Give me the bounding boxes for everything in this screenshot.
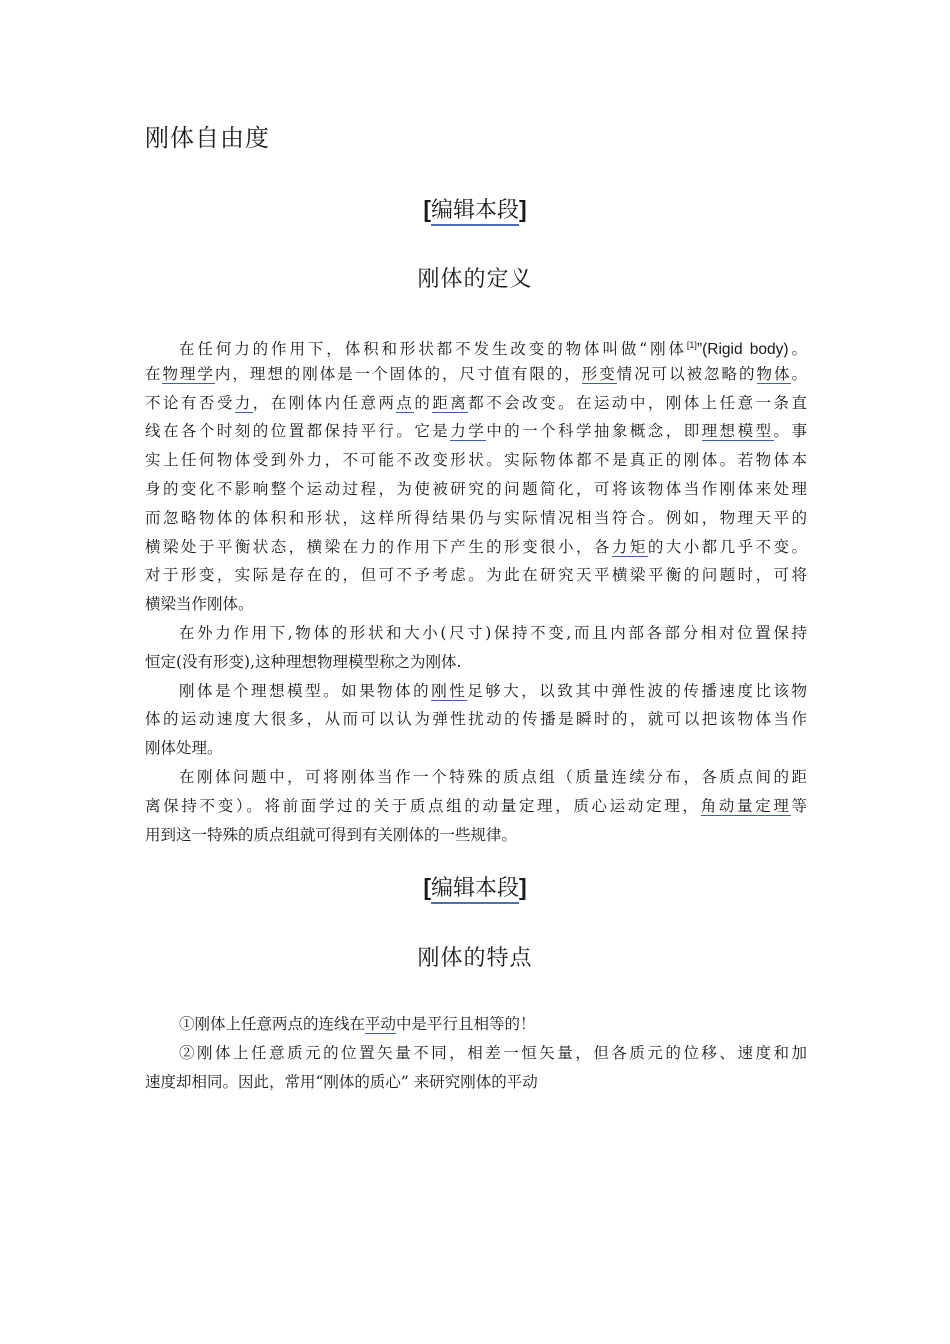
link-mechanics[interactable]: 力学 (450, 422, 487, 441)
link-distance[interactable]: 距离 (432, 393, 469, 412)
paragraph-line: 线在各个时刻的位置都保持平行。它是力学中的一个科学抽象概念，即理想模型。事 (145, 422, 807, 441)
paragraph-line: 体的运动速度大很多，从而可以认为弹性扰动的传播是瞬时的，就可以把该物体当作 (145, 710, 807, 729)
link-force[interactable]: 力 (234, 393, 253, 412)
bracket-close: ] (519, 196, 527, 222)
paragraph-line: 恒定(没有形变),这种理想物理模型称之为刚体. (145, 652, 462, 671)
paragraph-line: 不论有否受力，在刚体内任意两点的距离都不会改变。在运动中，刚体上任意一条直 (145, 393, 807, 412)
paragraph-line: 在任何力的作用下，体积和形状都不发生改变的物体叫做“刚体[1]”(Rigid body)。 (179, 340, 807, 358)
bracket-close: ] (519, 874, 527, 900)
link-ideal-model[interactable]: 理想模型 (701, 422, 774, 441)
edit-section-link[interactable]: 编辑本段 (431, 198, 519, 226)
paragraph-line: 实上任何物体受到外力，不可能不改变形状。实际物体都不是真正的刚体。若物体本 (145, 451, 807, 470)
bracket-open: [ (423, 874, 431, 900)
link-deformation[interactable]: 形变 (581, 364, 617, 383)
section-heading-features: 刚体的特点 (417, 946, 533, 971)
bracket-open: [ (423, 196, 431, 222)
paragraph-line: 对于形变，实际是存在的，但可不予考虑。为此在研究天平横梁平衡的问题时，可将 (145, 566, 807, 585)
link-torque[interactable]: 力矩 (611, 537, 648, 556)
edit-section-heading (0, 193, 950, 224)
edit-section-link[interactable]: 编辑本段 (431, 876, 519, 904)
paragraph-line: 在物理学内，理想的刚体是一个固体的，尺寸值有限的，形变情况可以被忽略的物体。 (145, 364, 807, 383)
link-rigidity[interactable]: 刚性 (431, 681, 468, 700)
section-body-definition (145, 331, 807, 849)
edit-section-heading (0, 871, 950, 902)
link-point[interactable]: 点 (396, 393, 415, 412)
paragraph-line: 横梁处于平衡状态，横梁在力的作用下产生的形变很小，各力矩的大小都几乎不变。 (145, 537, 807, 556)
paragraph-line: 在外力作用下,物体的形状和大小(尺寸)保持不变,而且内部各部分相对位置保持 (179, 623, 807, 642)
link-translation[interactable]: 平动 (365, 1015, 397, 1033)
paragraph-line: ②刚体上任意质元的位置矢量不同，相差一恒矢量，但各质元的位移、速度和加 (179, 1043, 807, 1062)
paragraph-line: 刚体是个理想模型。如果物体的刚性足够大，以致其中弹性波的传播速度比该物 (179, 681, 807, 700)
paragraph-line: 用到这一特殊的质点组就可得到有关刚体的一些规律。 (145, 825, 518, 844)
paragraph-line: 而忽略物体的体积和形状，这样所得结果仍与实际情况相当符合。例如，物理天平的 (145, 508, 807, 527)
paragraph-line: 在刚体问题中，可将刚体当作一个特殊的质点组（质量连续分布，各质点间的距 (179, 767, 807, 786)
paragraph-line: 横梁当作刚体。 (145, 595, 254, 614)
section-heading-definition: 刚体的定义 (417, 267, 533, 292)
paragraph-line: 离保持不变）。将前面学过的关于质点组的动量定理，质心运动定理，角动量定理等 (145, 796, 807, 815)
paragraph-line: 速度却相同。因此，常用“刚体的质心” 来研究刚体的平动 (145, 1072, 538, 1091)
link-object[interactable]: 物体 (756, 364, 792, 383)
paragraph-line: 刚体处理。 (145, 739, 223, 758)
link-physics[interactable]: 物理学 (162, 364, 215, 383)
link-angular-momentum-theorem[interactable]: 角动量定理 (700, 796, 792, 815)
section-body-features (145, 1010, 807, 1096)
paragraph-line: 身的变化不影响整个运动过程，为使被研究的问题简化，可将该物体当作刚体来处理 (145, 479, 807, 498)
citation-link[interactable]: [1] (686, 340, 697, 350)
paragraph-line: ①刚体上任意两点的连线在平动中是平行且相等的！ (179, 1015, 536, 1033)
page-title: 刚体自由度 (145, 124, 270, 152)
